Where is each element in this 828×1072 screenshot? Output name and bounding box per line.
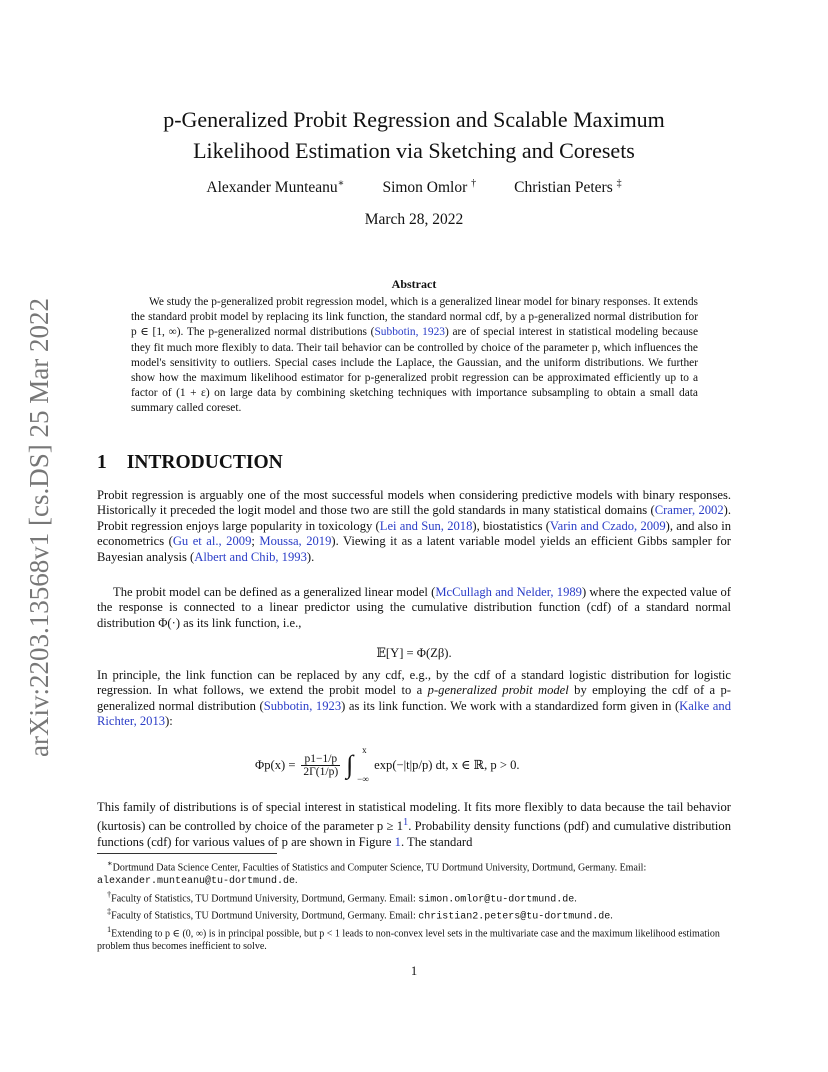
equation-integrand: exp(−|t|p/p) dt, x ∈ ℝ, p > 0. xyxy=(374,758,520,772)
arxiv-sidebar-stamp xyxy=(18,285,58,760)
section-title: INTRODUCTION xyxy=(126,452,283,473)
author: Simon Omlor † xyxy=(382,178,477,197)
citation-link[interactable]: Cramer, 2002 xyxy=(654,503,724,518)
paragraph-4: This family of distributions is of special interest in statistical modeling. It fits more flexibly to data because the tail behavior (kurtosis) can be controlled by choice of the parameter $p \ge 1^1$. Probability density functions (pdf) and cumulative distribution functions (cdf) for various values of p are shown in Figure 1. The standard xyxy=(97,800,731,849)
equation-fraction xyxy=(301,753,340,778)
citation-link[interactable]: Moussa, 2019 xyxy=(259,534,332,549)
abstract-text: We study the p-generalized probit regression model, which is a generalized linear model for binary responses. It extends the standard probit model by replacing its link function, the standard normal cdf, by a p-generalized normal distribution for p ∈ [1, ∞). The p-generalized normal distributions (Subbotin, 1923) are of special interest in statistical modeling because they fit much more flexibly to data. Their tail behavior can be controlled by choice of the parameter p, which influences the model's sensitivity to outliers. Special cases include the Laplace, the Gaussian, and the uniform distributions. We further show how the maximum likelihood estimator for p-generalized probit regression can be approximated efficiently up to a factor of (1 + ε) on large data by combining sketching techniques with importance subsampling to obtain a small data summary called coreset. xyxy=(131,296,698,415)
paper-title xyxy=(100,104,728,166)
footnote: ∗Dortmund Data Science Center, Faculties of Statistics and Computer Science, TU Dortmund University, Dortmund, Germany. Email: alexander.munteanu@tu-dortmund.de. xyxy=(97,859,647,887)
title-line-1: p-Generalized Probit Regression and Scalable Maximum xyxy=(163,107,665,132)
citation-link[interactable]: McCullagh and Nelder, 1989 xyxy=(435,585,582,599)
equation-expected-value: 𝔼[Y] = Φ(Zβ). xyxy=(376,646,452,660)
citation-link[interactable]: Lei and Sun, 2018 xyxy=(379,518,473,533)
title-line-2: Likelihood Estimation via Sketching and Coresets xyxy=(193,138,635,163)
citation-link[interactable]: Albert and Chib, 1993 xyxy=(194,549,307,564)
integral-lower-limit: −∞ xyxy=(357,774,369,784)
author: Christian Peters ‡ xyxy=(514,178,622,197)
footnote-link[interactable]: 1 xyxy=(403,817,409,829)
paragraph-2: The probit model can be defined as a generalized linear model (McCullagh and Nelder, 1989) where the expected value of the response is connected to a linear predictor using the cumulative distribution function (cdf) of a standard normal distribution Φ(·) as its link function, i.e., xyxy=(97,585,731,630)
integral-sign: ∫ x −∞ xyxy=(346,745,369,784)
footnote-divider xyxy=(97,853,277,854)
citation-link[interactable]: Gu et al., 2009 xyxy=(172,534,252,549)
fraction-numerator: p1−1/p xyxy=(301,753,340,766)
abstract-heading: Abstract xyxy=(391,277,437,291)
equation-p-generalized-cdf xyxy=(255,745,520,784)
arxiv-id: arXiv:2203.13568v1 [cs.DS] 25 Mar 2022 xyxy=(24,298,54,757)
author: Alexander Munteanu∗ xyxy=(206,178,345,197)
paragraph-1: Probit regression is arguably one of the most successful models when considering predictive models with binary responses. Historically it preceded the logit model and those two are still the gold standards in many statistical domains (Cramer, 2002). Probit regression enjoys large popularity in toxicology (Lei and Sun, 2018), biostatistics (Varin and Czado, 2009), and also in econometrics (Gu et al., 2009; Moussa, 2019). Viewing it as a latent variable model yields an efficient Gibbs sampler for Bayesian analysis (Albert and Chib, 1993). xyxy=(97,488,731,564)
footnote: ‡Faculty of Statistics, TU Dortmund University, Dortmund, Germany. Email: christian2.peters@tu-dortmund.de. xyxy=(107,907,613,923)
figure-link[interactable]: 1 xyxy=(394,835,401,849)
citation-link[interactable]: Kalke and Richter, 2013 xyxy=(97,698,731,729)
author-list xyxy=(100,178,728,197)
citation-link[interactable]: Subbotin, 1923 xyxy=(263,698,342,713)
section-number: 1 xyxy=(97,452,107,473)
footnote: $^1$Extending to p ∈ (0, ∞) is in principal possible, but p < 1 leads to non-convex level sets in the multivariate case and the maximum likelihood estimation problem thus becomes inefficient to solve. xyxy=(97,925,720,953)
equation-lhs: Φp(x) = xyxy=(255,757,296,772)
footnotes xyxy=(97,858,731,954)
paragraph-3: In principle, the link function can be replaced by any cdf, e.g., by the cdf of a standard logistic distribution for logistic regression. In what follows, we extend the probit model to a p-generalized probit model by employing the cdf of a p-generalized normal distribution (Subbotin, 1923) as its link function. We work with a standardized form given in (Kalke and Richter, 2013): xyxy=(97,668,731,729)
fraction-denominator: 2Γ(1/p) xyxy=(303,765,339,778)
footnote: †Faculty of Statistics, TU Dortmund University, Dortmund, Germany. Email: simon.omlor@tu-dortmund.de. xyxy=(107,889,577,905)
paper-date: March 28, 2022 xyxy=(364,211,464,228)
page-number: 1 xyxy=(410,964,418,978)
citation-link[interactable]: Varin and Czado, 2009 xyxy=(549,518,666,533)
integral-upper-limit: x xyxy=(362,745,367,755)
citation-link[interactable]: Subbotin, 1923 xyxy=(374,326,445,339)
section-heading xyxy=(97,452,283,474)
